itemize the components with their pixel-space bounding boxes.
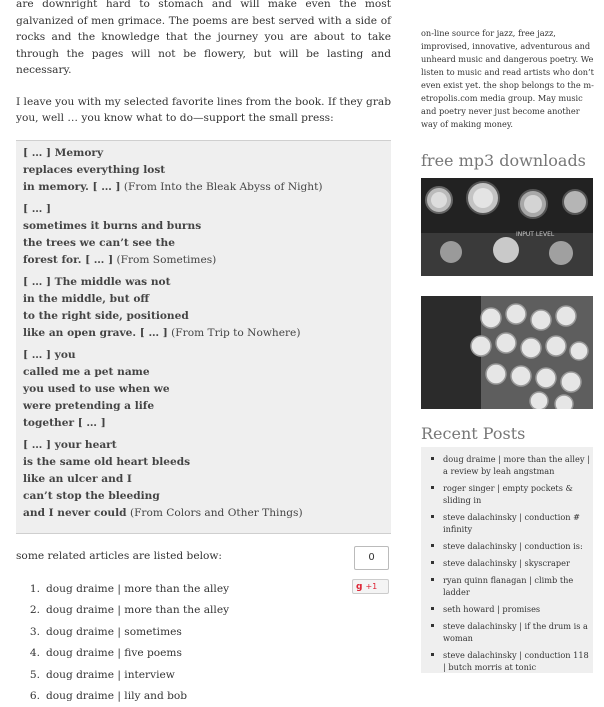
poem-line-text: [ … ]	[23, 203, 51, 215]
poem-line	[23, 235, 384, 252]
related-item-number: 4.	[16, 645, 46, 662]
poem-line-text: sometimes it burns and burns	[23, 220, 201, 232]
typewriter-keys-image[interactable]	[421, 296, 593, 409]
related-item-number: 6.	[16, 688, 46, 705]
related-articles	[16, 548, 391, 707]
related-item-link[interactable]: doug draime | lily and bob	[46, 688, 187, 705]
poem-stanza	[23, 145, 384, 196]
poem-line	[23, 291, 384, 308]
poem-line	[23, 145, 384, 162]
recent-post-link[interactable]: steve dalachinsky | if the drum is a woman	[443, 621, 588, 643]
poem-line	[23, 162, 384, 179]
sidebar-about: on-line source for jazz, free jazz, improvised, innovative, adventurous and unheard music and dangerous poetry. We listen to music and read artists who don’t even exist yet. the shop belongs to the m-etropolis.com media group. May music and poetry never just become another way of making money.	[421, 27, 597, 131]
poem-line	[23, 218, 384, 235]
poem-line	[23, 415, 384, 432]
recent-post-link[interactable]: doug draime | more than the alley | a review by leah angstman	[443, 454, 590, 476]
recent-post-item	[421, 649, 593, 673]
poem-line-text: in the middle, but off	[23, 293, 149, 305]
poem-line-text: and I never could	[23, 507, 127, 519]
poem-line	[23, 398, 384, 415]
svg-text:INPUT LEVEL: INPUT LEVEL	[516, 231, 555, 238]
recent-posts-heading: Recent Posts	[421, 424, 604, 443]
poem-line-text: can’t stop the bleeding	[23, 490, 160, 502]
poem-stanza	[23, 437, 384, 522]
poem-line-text: in memory. [ … ]	[23, 181, 121, 193]
poem-line	[23, 325, 384, 342]
recent-post-item	[421, 511, 593, 535]
poem-stanza	[23, 201, 384, 269]
recent-post-item	[421, 453, 593, 477]
related-item	[16, 600, 391, 622]
related-item	[16, 686, 391, 707]
related-label: some related articles are listed below:	[16, 548, 391, 565]
poem-line-text: like an ulcer and I	[23, 473, 132, 485]
poem-source: (From Colors and Other Things)	[130, 507, 303, 519]
poem-line-text: were pretending a life	[23, 400, 154, 412]
recent-post-link[interactable]: steve dalachinsky | conduction is:	[443, 541, 583, 551]
poem-line-text: the trees we can’t see the	[23, 237, 175, 249]
poem-excerpts	[16, 140, 391, 534]
mp3-heading: free mp3 downloads	[421, 151, 604, 170]
recent-post-link[interactable]: roger singer | empty pockets & sliding in	[443, 483, 573, 505]
poem-line	[23, 179, 384, 196]
poem-line-text: together [ … ]	[23, 417, 106, 429]
recent-post-item	[421, 574, 593, 598]
poem-line	[23, 471, 384, 488]
related-item-link[interactable]: doug draime | more than the alley	[46, 581, 229, 598]
poem-line-text: [ … ] your heart	[23, 439, 117, 451]
poem-line	[23, 454, 384, 471]
poem-line	[23, 488, 384, 505]
related-item-link[interactable]: doug draime | sometimes	[46, 624, 182, 641]
recent-post-item	[421, 540, 593, 552]
related-item-link[interactable]: doug draime | more than the alley	[46, 602, 229, 619]
poem-source: (From Sometimes)	[116, 254, 216, 266]
article-paragraph: I leave you with my selected favorite lines from the book. If they grab you, well … you know what to do—support the small press:	[16, 94, 391, 127]
poem-line	[23, 381, 384, 398]
poem-line	[23, 347, 384, 364]
related-item-number: 5.	[16, 667, 46, 684]
share-count-box: 0	[354, 546, 389, 570]
related-item-number: 3.	[16, 624, 46, 641]
related-item-number: 2.	[16, 602, 46, 619]
poem-line-text: [ … ] you	[23, 349, 76, 361]
related-item-number: 1.	[16, 581, 46, 598]
google-plus-button[interactable]	[352, 579, 389, 594]
poem-line-text: you used to use when we	[23, 383, 170, 395]
poem-source: (From Into the Bleak Abyss of Night)	[124, 181, 323, 193]
poem-stanza	[23, 347, 384, 432]
poem-line	[23, 308, 384, 325]
recent-post-link[interactable]: seth howard | promises	[443, 604, 540, 614]
poem-line	[23, 252, 384, 269]
poem-line-text: to the right side, positioned	[23, 310, 189, 322]
recent-post-link[interactable]: steve dalachinsky | skyscraper	[443, 558, 570, 568]
recent-post-link[interactable]: steve dalachinsky | conduction 118 | butch morris at tonic	[443, 650, 589, 672]
related-item-link[interactable]: doug draime | five poems	[46, 645, 182, 662]
poem-stanza	[23, 274, 384, 342]
related-item	[16, 578, 391, 600]
poem-source: (From Trip to Nowhere)	[171, 327, 300, 339]
poem-line	[23, 201, 384, 218]
poem-line-text: [ … ] The middle was not	[23, 276, 171, 288]
recent-post-link[interactable]: ryan quinn flanagan | climb the ladder	[443, 575, 573, 597]
poem-line-text: [ … ] Memory	[23, 147, 103, 159]
poem-line	[23, 364, 384, 381]
related-item-link[interactable]: doug draime | interview	[46, 667, 175, 684]
poem-line	[23, 437, 384, 454]
mixer-knobs-image[interactable]	[421, 178, 593, 276]
poem-line-text: is the same old heart bleeds	[23, 456, 190, 468]
article-column	[16, 0, 391, 707]
poem-line-text: replaces everything lost	[23, 164, 165, 176]
related-item	[16, 643, 391, 665]
plus-one-label: +1	[365, 582, 377, 591]
recent-post-item	[421, 603, 593, 615]
recent-post-item	[421, 620, 593, 644]
article-paragraph: are downright hard to stomach and will make even the most galvanized of men grimace. The poems are best served with a side of rocks and the knowledge that the journey you are about to take through the pages will not be flowery, but will be lasting and necessary.	[16, 0, 391, 79]
sidebar	[421, 0, 604, 678]
poem-line-text: called me a pet name	[23, 366, 150, 378]
related-item	[16, 621, 391, 643]
google-plus-icon: g	[356, 582, 362, 592]
recent-posts-list	[421, 447, 593, 673]
recent-post-link[interactable]: steve dalachinsky | conduction # infinity	[443, 512, 580, 534]
poem-line-text: forest for. [ … ]	[23, 254, 113, 266]
related-list	[16, 578, 391, 707]
recent-post-item	[421, 557, 593, 569]
related-item	[16, 664, 391, 686]
poem-line	[23, 505, 384, 522]
poem-line-text: like an open grave. [ … ]	[23, 327, 168, 339]
recent-post-item	[421, 482, 593, 506]
poem-line	[23, 274, 384, 291]
